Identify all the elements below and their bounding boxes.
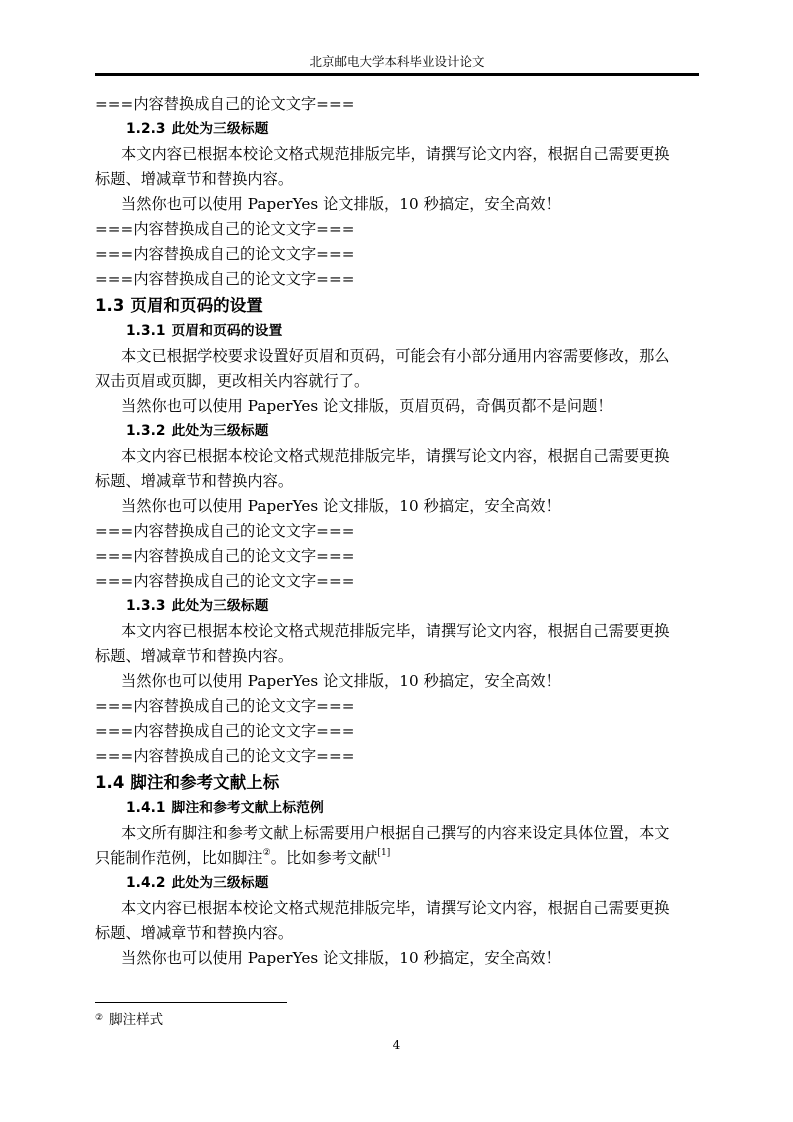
subsection-heading [95, 871, 699, 896]
paragraph-text: 当然你也可以使用 PaperYes 论文排版，10 秒搞定，安全高效！ [121, 949, 561, 967]
paragraph-text: 标题、增减章节和替换内容。 [95, 170, 294, 188]
paragraph-line [95, 719, 699, 744]
paragraph-line [95, 694, 699, 719]
paragraph-text: ===内容替换成自己的论文文字=== [95, 722, 355, 740]
subsection-number: 1.4.2 [126, 875, 166, 891]
section-number: 1.3 [95, 296, 125, 315]
paragraph-line [95, 846, 699, 871]
paragraph-line [95, 167, 699, 192]
paragraph-line [95, 344, 699, 369]
subsection-title: 脚注和参考文献上标范例 [171, 800, 324, 816]
paragraph-text: ===内容替换成自己的论文文字=== [95, 572, 355, 590]
document-body [95, 92, 699, 971]
subsection-title: 此处为三级标题 [171, 598, 269, 614]
subsection-heading [95, 117, 699, 142]
paragraph-line [95, 142, 699, 167]
subsection-number: 1.4.1 [126, 800, 166, 816]
paragraph-text: 当然你也可以使用 PaperYes 论文排版，10 秒搞定，安全高效！ [121, 195, 561, 213]
page-header: 北京邮电大学本科毕业设计论文 [309, 54, 485, 69]
subsection-number: 1.3.3 [126, 598, 166, 614]
paragraph-line [95, 744, 699, 769]
header-divider [95, 73, 699, 76]
paragraph-text: 当然你也可以使用 PaperYes 论文排版，页眉页码，奇偶页都不是问题！ [121, 397, 613, 415]
subsection-heading [95, 319, 699, 344]
paragraph-line [95, 242, 699, 267]
paragraph-line [95, 92, 699, 117]
section-heading [95, 769, 699, 796]
paragraph-line [95, 946, 699, 971]
paragraph-text: 只能制作范例，比如脚注 [95, 849, 263, 867]
paragraph-text: ===内容替换成自己的论文文字=== [95, 220, 355, 238]
paragraph-text: 标题、增减章节和替换内容。 [95, 472, 294, 490]
subsection-number: 1.3.2 [126, 423, 166, 439]
paragraph-text: ===内容替换成自己的论文文字=== [95, 270, 355, 288]
paragraph-text: 本文内容已根据本校论文格式规范排版完毕，请撰写论文内容，根据自己需要更换 [121, 899, 670, 917]
paragraph-line [95, 644, 699, 669]
subsection-heading [95, 594, 699, 619]
paragraph-text: 本文内容已根据本校论文格式规范排版完毕，请撰写论文内容，根据自己需要更换 [121, 145, 670, 163]
footnote-reference[interactable]: ② [262, 847, 271, 858]
paragraph-text: ===内容替换成自己的论文文字=== [95, 245, 355, 263]
paragraph-text: ===内容替换成自己的论文文字=== [95, 697, 355, 715]
paragraph-line [95, 192, 699, 217]
paragraph-line [95, 619, 699, 644]
paragraph-line [95, 544, 699, 569]
paragraph-line [95, 821, 699, 846]
subsection-title: 此处为三级标题 [171, 121, 269, 137]
footnote-text: 脚注样式 [109, 1012, 164, 1028]
section-number: 1.4 [95, 773, 125, 792]
paragraph-text: 标题、增减章节和替换内容。 [95, 647, 294, 665]
paragraph-line [95, 444, 699, 469]
section-title: 脚注和参考文献上标 [130, 773, 280, 792]
paragraph-text: ===内容替换成自己的论文文字=== [95, 522, 355, 540]
paragraph-text: 双击页眉或页脚，更改相关内容就行了。 [95, 372, 370, 390]
paragraph-line [95, 494, 699, 519]
paragraph-line [95, 394, 699, 419]
paragraph-line [95, 369, 699, 394]
subsection-title: 此处为三级标题 [171, 423, 269, 439]
subsection-title: 页眉和页码的设置 [171, 323, 283, 339]
paragraph-text: 当然你也可以使用 PaperYes 论文排版，10 秒搞定，安全高效！ [121, 672, 561, 690]
paragraph-line [95, 469, 699, 494]
paragraph-line [95, 267, 699, 292]
paragraph-text: 。比如参考文献 [270, 849, 378, 867]
subsection-title: 此处为三级标题 [171, 875, 269, 891]
page-number: 4 [392, 1038, 401, 1052]
paragraph-text: 本文已根据学校要求设置好页眉和页码，可能会有小部分通用内容需要修改，那么 [121, 347, 670, 365]
paragraph-line [95, 519, 699, 544]
subsection-heading [95, 796, 699, 821]
footnote-divider [95, 1002, 287, 1003]
paragraph-line [95, 669, 699, 694]
subsection-heading [95, 419, 699, 444]
paragraph-text: 标题、增减章节和替换内容。 [95, 924, 294, 942]
paragraph-line [95, 569, 699, 594]
paragraph-text: ===内容替换成自己的论文文字=== [95, 95, 355, 113]
paragraph-text: ===内容替换成自己的论文文字=== [95, 747, 355, 765]
paragraph-text: 本文所有脚注和参考文献上标需要用户根据自己撰写的内容来设定具体位置，本文 [121, 824, 670, 842]
paragraph-line [95, 217, 699, 242]
subsection-number: 1.2.3 [126, 121, 166, 137]
footnote-mark: ② [95, 1013, 104, 1023]
paragraph-text: 本文内容已根据本校论文格式规范排版完毕，请撰写论文内容，根据自己需要更换 [121, 622, 670, 640]
subsection-number: 1.3.1 [126, 323, 166, 339]
section-title: 页眉和页码的设置 [130, 296, 263, 315]
paragraph-text: 本文内容已根据本校论文格式规范排版完毕，请撰写论文内容，根据自己需要更换 [121, 447, 670, 465]
paragraph-text: 当然你也可以使用 PaperYes 论文排版，10 秒搞定，安全高效！ [121, 497, 561, 515]
paragraph-text: ===内容替换成自己的论文文字=== [95, 547, 355, 565]
section-heading [95, 292, 699, 319]
citation-reference[interactable]: [1] [377, 847, 391, 858]
footnote [95, 1011, 163, 1031]
paragraph-line [95, 921, 699, 946]
paragraph-line [95, 896, 699, 921]
